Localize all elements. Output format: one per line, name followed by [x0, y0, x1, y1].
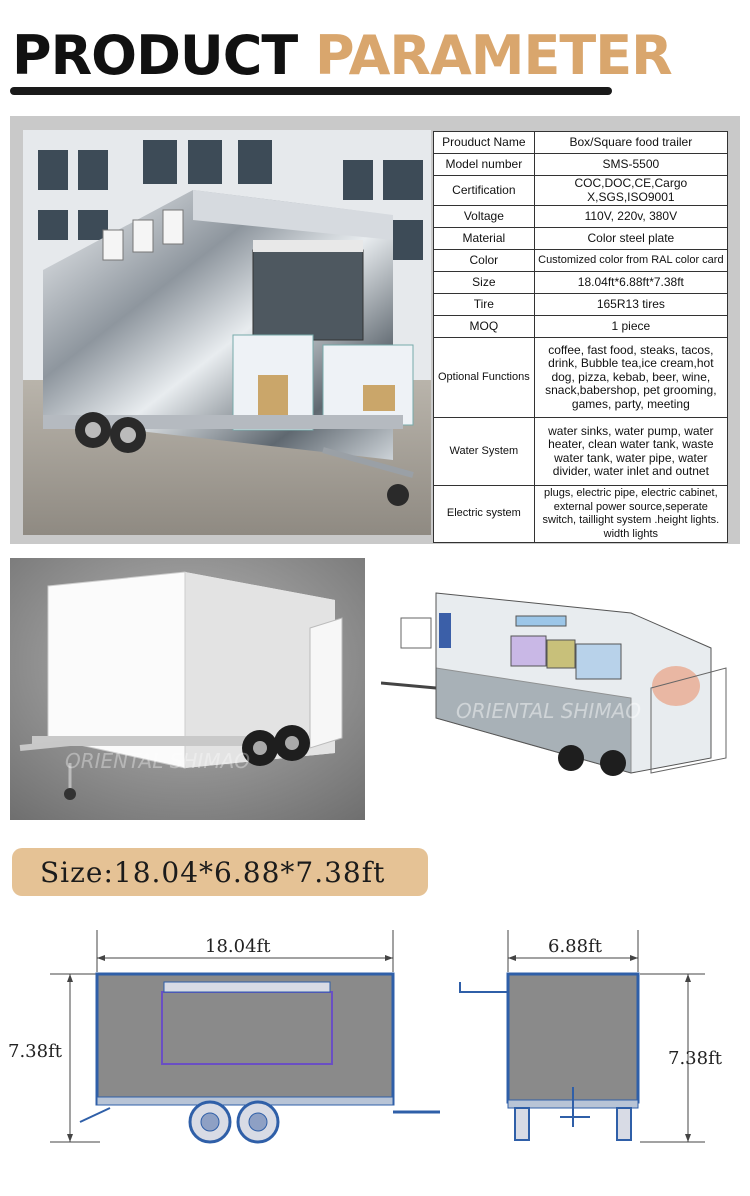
- spec-row: [434, 228, 728, 250]
- dimension-drawings: [0, 912, 750, 1196]
- spec-value: plugs, electric pipe, electric cabinet, external power source,seperate switch, taillight system .height lights. width lights: [534, 486, 727, 543]
- title-word-product: PRODUCT: [12, 24, 298, 87]
- spec-key: Tire: [434, 294, 535, 316]
- spec-key: Model number: [434, 154, 535, 176]
- spec-key: Optional Functions: [434, 338, 535, 418]
- spec-value: COC,DOC,CE,Cargo X,SGS,ISO9001: [534, 176, 727, 206]
- spec-value: 165R13 tires: [534, 294, 727, 316]
- watermark-left: ORIENTAL SHIMAO: [65, 749, 251, 773]
- spec-value: water sinks, water pump, water heater, clean water tank, waste water tank, water pipe, water divider, water inlet and outnet: [534, 418, 727, 486]
- width-label: 6.88ft: [548, 936, 602, 957]
- spec-key: Water System: [434, 418, 535, 486]
- spec-key: MOQ: [434, 316, 535, 338]
- food-trailer-photo: [23, 130, 431, 535]
- spec-key: Material: [434, 228, 535, 250]
- spec-panel: [10, 116, 740, 544]
- height-left-label: 7.38ft: [8, 1041, 62, 1062]
- spec-key: Size: [434, 272, 535, 294]
- spec-table: [433, 131, 728, 543]
- side-view-drawing: [8, 930, 440, 1142]
- title-underline: [10, 87, 612, 95]
- spec-row: [434, 272, 728, 294]
- title-word-parameter: PARAMETER: [315, 24, 672, 87]
- size-badge: [12, 848, 428, 896]
- trailer-render-exterior: [10, 558, 365, 820]
- spec-row: [434, 418, 728, 486]
- spec-row: [434, 250, 728, 272]
- spec-value: Customized color from RAL color card: [534, 250, 727, 272]
- spec-value: Color steel plate: [534, 228, 727, 250]
- spec-row: [434, 316, 728, 338]
- spec-value: 110V, 220v, 380V: [534, 206, 727, 228]
- spec-row: [434, 176, 728, 206]
- dimension-drawings-svg: [0, 912, 750, 1196]
- spec-value: coffee, fast food, steaks, tacos, drink, Bubble tea,ice cream,hot dog, pizza, kebab, beer, wine, snack,babershop, pet grooming, games, party, meeting: [534, 338, 727, 418]
- page-header: [10, 18, 672, 90]
- spec-key: Electric system: [434, 486, 535, 543]
- trailer-render-interior: [381, 558, 741, 820]
- exterior-render-illustration: [10, 558, 365, 820]
- spec-row: [434, 486, 728, 543]
- front-view-drawing: [460, 930, 723, 1142]
- spec-row: [434, 206, 728, 228]
- spec-key: Prouduct Name: [434, 132, 535, 154]
- spec-key: Certification: [434, 176, 535, 206]
- interior-render-illustration: [381, 558, 741, 820]
- spec-value: Box/Square food trailer: [534, 132, 727, 154]
- trailer-photo-illustration: [23, 130, 431, 535]
- length-label: 18.04ft: [205, 936, 271, 957]
- spec-row: [434, 294, 728, 316]
- spec-value: SMS-5500: [534, 154, 727, 176]
- height-right-label: 7.38ft: [668, 1048, 722, 1069]
- spec-row: [434, 132, 728, 154]
- spec-key: Color: [434, 250, 535, 272]
- spec-row: [434, 154, 728, 176]
- spec-row: [434, 338, 728, 418]
- size-badge-label: Size:18.04*6.88*7.38ft: [40, 856, 386, 889]
- spec-value: 18.04ft*6.88ft*7.38ft: [534, 272, 727, 294]
- spec-value: 1 piece: [534, 316, 727, 338]
- spec-key: Voltage: [434, 206, 535, 228]
- watermark-right: ORIENTAL SHIMAO: [456, 699, 642, 723]
- page-title: [12, 26, 672, 86]
